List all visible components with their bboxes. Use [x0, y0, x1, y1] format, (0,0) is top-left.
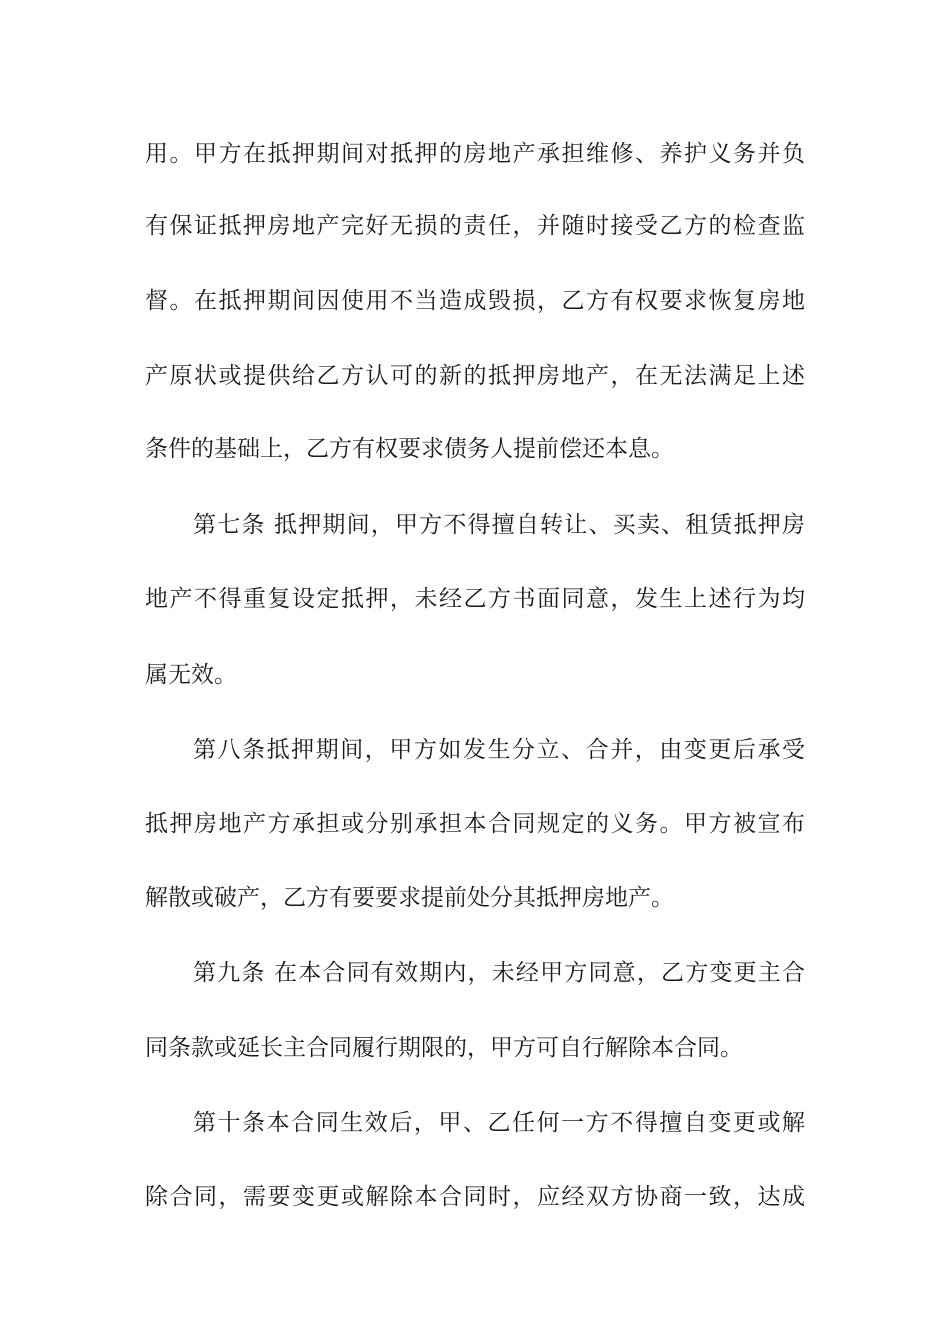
article-8-line-1: 第八条抵押期间，甲方如发生分立、合并，由变更后承受 [193, 737, 805, 763]
text-line-1: 用。甲方在抵押期间对抵押的房地产承担维修、养护义务并负 [145, 141, 805, 167]
article-8-line-3: 解散或破产，乙方有要要求提前处分其抵押房地产。 [145, 885, 674, 911]
article-10-line-2: 除合同，需要变更或解除本合同时，应经双方协商一致，达成 [145, 1184, 805, 1210]
text-line-2: 有保证抵押房地产完好无损的责任，并随时接受乙方的检查监 [145, 213, 805, 239]
article-7-line-3: 属无效。 [145, 662, 237, 688]
article-10-line-1: 第十条本合同生效后，甲、乙任何一方不得擅自变更或解 [193, 1110, 805, 1136]
article-7-line-1: 第七条 抵押期间，甲方不得擅自转让、买卖、租赁抵押房 [193, 512, 805, 538]
article-9-line-2: 同条款或延长主合同履行期限的，甲方可自行解除本合同。 [145, 1035, 743, 1061]
article-9-line-1: 第九条 在本合同有效期内，未经甲方同意，乙方变更主合 [193, 960, 805, 986]
text-line-4: 产原状或提供给乙方认可的新的抵押房地产，在无法满足上述 [145, 363, 805, 389]
article-7-line-2: 地产不得重复设定抵押，未经乙方书面同意，发生上述行为均 [145, 586, 805, 612]
text-line-3: 督。在抵押期间因使用不当造成毁损，乙方有权要求恢复房地 [145, 288, 805, 314]
article-8-line-2: 抵押房地产方承担或分别承担本合同规定的义务。甲方被宣布 [145, 811, 805, 837]
text-line-5: 条件的基础上，乙方有权要求债务人提前偿还本息。 [145, 436, 674, 462]
